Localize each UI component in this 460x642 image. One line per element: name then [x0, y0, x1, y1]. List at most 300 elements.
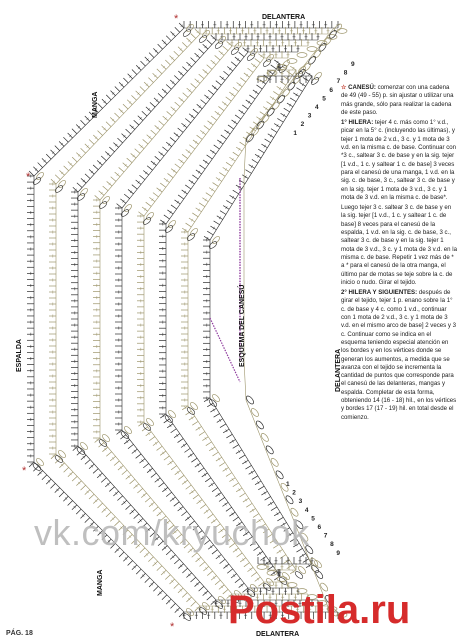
- stitch-mark: [155, 125, 160, 130]
- stitch-mark: [195, 53, 200, 58]
- stitch-mark: [171, 205, 177, 209]
- stitch-mark: [216, 493, 222, 497]
- instr-row1-cont: Luego tejer 3 c. saltear 3 c. de base y en la sig. tejer [1 v.d., 1 c. y saltear 1 c. de base] 8 veces para el canesú de la espalda, 1 v.d. en la sig. c. de base, 3 c., saltear 3 c. de base y en la sig. tejer 1 mota de 3 v.d., 3 c. y 1 mota de 3 v.d. en la misma c. de base. Repetir 1 vez más de * a * para el canesú de la otra manga, el último par de motas se teje sobre la c. de inicio o nudo. Girar el tejido.: [341, 204, 457, 286]
- stitch-mark: [287, 565, 293, 569]
- stitch-mark: [287, 71, 293, 75]
- stitch-mark: [233, 445, 239, 449]
- stitch-mark: [203, 160, 209, 164]
- stitch-mark: [217, 216, 223, 220]
- stitch-mark: [245, 465, 251, 469]
- stitch-mark: [186, 485, 192, 489]
- shell-mark: [297, 53, 307, 58]
- stitch-mark: [229, 157, 235, 161]
- stitch-mark: [109, 487, 114, 492]
- stitch-mark: [117, 204, 122, 208]
- stitch-mark: [124, 440, 129, 444]
- stitch-mark: [51, 150, 56, 155]
- stitch-mark: [274, 124, 280, 128]
- stitch-mark: [159, 152, 164, 156]
- stitch-mark: [138, 116, 143, 121]
- stitch-mark: [290, 66, 296, 70]
- stitch-mark: [196, 170, 202, 174]
- label-esquema: ESQUEMA DEL CANESÚ: [239, 284, 246, 367]
- stitch-mark: [171, 429, 177, 433]
- neck-shell: [270, 457, 280, 467]
- stitch-mark: [115, 172, 120, 177]
- stitch-mark: [186, 223, 192, 227]
- stitch-mark: [261, 491, 267, 495]
- stitch-mark: [55, 146, 60, 151]
- stitch-mark: [160, 220, 166, 224]
- stitch-mark: [243, 498, 249, 502]
- stitch-mark: [153, 48, 158, 53]
- cluster-mark: [35, 171, 45, 181]
- cluster-mark: [35, 457, 45, 467]
- stitch-mark: [68, 501, 73, 506]
- stitch-mark: [110, 117, 115, 122]
- stitch-mark: [232, 120, 238, 124]
- stitch-mark: [183, 93, 188, 98]
- stitch-mark: [209, 447, 215, 451]
- instructions-column: [341, 84, 457, 424]
- stitch-mark: [143, 139, 148, 144]
- stitch-mark: [186, 62, 191, 67]
- stitch-mark: [214, 221, 220, 225]
- cluster-mark: [281, 571, 291, 581]
- cluster-mark: [182, 28, 192, 37]
- stitch-mark: [178, 159, 184, 163]
- stitch-mark: [277, 86, 283, 90]
- stitch-mark: [164, 215, 170, 219]
- stitch-mark: [117, 138, 122, 143]
- stitch-mark: [216, 457, 222, 461]
- row-number-label: 4: [315, 104, 319, 111]
- stitch-mark: [223, 564, 228, 568]
- stitch-mark: [162, 487, 167, 491]
- cluster-mark: [142, 216, 152, 225]
- stitch-mark: [211, 35, 216, 40]
- stitch-mark: [119, 167, 124, 172]
- stitch-mark: [170, 137, 175, 141]
- stitch-mark: [178, 588, 183, 593]
- stitch-mark: [242, 175, 248, 179]
- stitch-mark: [171, 466, 177, 470]
- stitch-mark: [128, 444, 133, 448]
- stitch-mark: [280, 81, 286, 85]
- stitch-mark: [151, 161, 156, 165]
- stitch-mark: [223, 468, 229, 472]
- stitch-mark: [93, 165, 98, 170]
- stitch-mark: [240, 493, 246, 497]
- stitch-mark: [140, 573, 145, 578]
- stitch-mark: [265, 139, 271, 143]
- stitch-mark: [72, 476, 77, 481]
- cluster-mark: [54, 184, 64, 193]
- stitch-mark: [160, 451, 166, 455]
- stitch-mark: [271, 129, 277, 133]
- stitch-mark: [165, 575, 170, 580]
- stitch-mark: [158, 591, 163, 596]
- row-number-label: 2: [300, 121, 305, 129]
- stitch-mark: [203, 69, 208, 74]
- stitch-mark: [223, 46, 228, 51]
- stitch-mark: [260, 556, 266, 560]
- stitch-mark: [290, 98, 296, 102]
- stitch-mark: [236, 185, 242, 189]
- stitch-mark: [187, 88, 192, 93]
- stitch-mark: [201, 100, 206, 104]
- cluster-mark: [76, 192, 86, 201]
- stitch-mark: [207, 155, 213, 159]
- stitch-mark: [255, 59, 261, 63]
- stitch-mark: [130, 125, 135, 130]
- neck-shell: [302, 62, 312, 72]
- stitch-mark: [258, 54, 264, 58]
- stitch-mark: [85, 490, 90, 495]
- stitch-mark: [174, 76, 179, 81]
- stitch-mark: [255, 481, 261, 485]
- stitch-mark: [170, 56, 175, 61]
- stitch-mark: [55, 488, 60, 493]
- stitch-mark: [132, 70, 137, 75]
- stitch-mark: [136, 65, 141, 70]
- stitch-mark: [204, 95, 209, 99]
- stitch-mark: [175, 608, 180, 613]
- stitch-mark: [174, 133, 179, 137]
- stitch-mark: [181, 123, 186, 127]
- row-number-label: 7: [336, 78, 341, 86]
- stitch-mark: [188, 453, 194, 457]
- stitch-mark: [217, 419, 223, 423]
- stitch-mark: [186, 38, 191, 43]
- stitch-mark: [170, 80, 175, 85]
- stitch-mark: [122, 134, 127, 139]
- stitch-mark: [200, 504, 206, 508]
- stitch-mark: [267, 102, 273, 106]
- stitch-mark: [146, 432, 152, 436]
- page-number: PÁG. 18: [6, 630, 33, 637]
- stitch-mark: [81, 120, 86, 125]
- stitch-mark: [153, 561, 158, 566]
- stitch-mark: [216, 554, 221, 558]
- corner-asterisk: *: [170, 621, 175, 633]
- stitch-mark: [233, 483, 239, 487]
- stitch-mark: [157, 69, 162, 74]
- stitch-mark: [226, 434, 232, 438]
- stitch-mark: [223, 167, 229, 171]
- stitch-mark: [210, 226, 216, 230]
- stitch-mark: [139, 459, 144, 463]
- stitch-mark: [161, 64, 166, 69]
- stitch-mark: [166, 492, 171, 496]
- stitch-mark: [195, 79, 200, 84]
- stitch-mark: [175, 27, 180, 32]
- stitch-mark: [283, 76, 289, 80]
- neck-shell: [276, 94, 286, 104]
- stitch-mark: [136, 569, 141, 574]
- stitch-mark: [179, 23, 184, 28]
- stitch-mark: [217, 140, 223, 144]
- neck-shell: [318, 42, 328, 52]
- stitch-mark: [76, 125, 81, 130]
- stitch-mark: [136, 454, 141, 458]
- stitch-mark: [59, 141, 64, 146]
- stitch-mark: [73, 187, 78, 192]
- stitch-mark: [260, 80, 266, 84]
- stitch-mark: [209, 483, 215, 487]
- neck-shell: [255, 420, 265, 430]
- neck-shell: [307, 55, 317, 65]
- stitch-mark: [196, 557, 201, 562]
- stitch-mark: [223, 429, 229, 433]
- stitch-mark: [130, 479, 135, 484]
- corner-asterisk: *: [174, 13, 179, 25]
- neck-shell: [255, 120, 265, 130]
- stitch-mark: [106, 122, 111, 127]
- stitch-mark: [251, 572, 257, 576]
- stitch-mark: [145, 498, 150, 503]
- stitch-mark: [147, 135, 152, 140]
- stitch-mark: [174, 559, 179, 564]
- stitch-mark: [119, 82, 124, 87]
- stitch-mark: [220, 559, 225, 563]
- neck-shell: [265, 445, 275, 455]
- stitch-mark: [249, 95, 255, 99]
- stitch-mark: [192, 421, 198, 425]
- stitch-mark: [167, 424, 173, 428]
- stitch-mark: [102, 447, 107, 452]
- stitch-mark: [199, 203, 205, 207]
- stitch-mark: [144, 82, 149, 87]
- stitch-mark: [199, 49, 204, 54]
- cluster-mark: [57, 179, 67, 189]
- instr-row1-body: tejer 4 c. más como 1° v.d., picar en la 5° c. (incluyendo las últimas), y tejer 1 mota de 2 v.d., 3 c. y 1 mota de 3 v.d. en la misma c. de base. Continuar con *3 c., saltear 3 c. de base y en la sig. tejer [1 v.d., 1 c. y saltear 1 c. de base] 3 veces para el canesú de una manga, 1 v.d. en la sig. c. de base, 3 c., saltear 3 c. de base y en la sig. tejer 1 mota de 3 v.d., 3 c. y 1 mota de 3 v.d. en la misma c. de base*.: [341, 119, 457, 201]
- label-espalda: ESPALDA: [16, 339, 23, 372]
- stitch-mark: [167, 461, 173, 465]
- stitch-mark: [132, 449, 137, 453]
- stitch-mark: [171, 31, 176, 36]
- neck-shell: [245, 133, 255, 143]
- stitch-mark: [242, 105, 248, 109]
- stitch-mark: [182, 568, 187, 573]
- stitch-mark: [236, 147, 242, 151]
- stitch-mark: [230, 195, 236, 199]
- stitch-mark: [170, 497, 175, 501]
- stitch-mark: [239, 455, 245, 459]
- stitch-mark: [231, 574, 236, 578]
- stitch-mark: [101, 156, 106, 161]
- stitch-mark: [197, 104, 202, 108]
- instr-row2-body: después de girar el tejido, tejer 1 p. enano sobre la 1° c. de base y 4 c. como 1 v.d., continuar con 1 mota de 2 v.d., 3 c. y 1 mota de 3 v.d. en el mismo arco de base] 2 veces y 3 c. Continuar como se indica en el esquema teniendo especial atención en los bordes y en los vértices donde se generan los aumentos, a medida que se avanza con el tejido se incrementa la cantidad de puntos que corresponde para el canesú de las delanteras, mangas y espalda. Completar de esta forma, obteniendo 14 (16 - 18) hil., en los vértices y bordes 17 (17 - 19) hil. en total desde el comienzo.: [341, 289, 457, 421]
- stitch-mark: [33, 167, 38, 172]
- stitch-mark: [293, 93, 299, 97]
- stitch-mark: [63, 137, 68, 142]
- stitch-mark: [216, 177, 222, 181]
- stitch-mark: [258, 149, 264, 153]
- stitch-mark: [233, 190, 239, 194]
- stitch-mark: [219, 462, 225, 466]
- neck-shell: [312, 49, 322, 59]
- stitch-mark: [184, 448, 190, 452]
- stitch-mark: [160, 183, 166, 187]
- stitch-mark: [210, 408, 216, 412]
- stitch-mark: [196, 208, 202, 212]
- stitch-mark: [38, 471, 43, 476]
- stitch-mark: [255, 577, 261, 581]
- cluster-mark: [79, 187, 89, 197]
- stitch-mark: [51, 179, 56, 184]
- stitch-mark: [165, 60, 170, 65]
- stitch-mark: [216, 81, 221, 85]
- stitch-mark: [118, 466, 123, 471]
- stitch-mark: [106, 95, 111, 100]
- stitch-mark: [202, 437, 208, 441]
- neck-shell: [275, 470, 285, 480]
- stitch-mark: [166, 36, 171, 41]
- stitch-mark: [114, 461, 119, 466]
- stitch-mark: [195, 29, 200, 34]
- stitch-mark: [233, 87, 239, 91]
- stitch-mark: [203, 566, 208, 571]
- stitch-mark: [168, 173, 174, 177]
- stitch-mark: [182, 42, 187, 47]
- stitch-mark: [93, 499, 98, 504]
- stitch-mark: [300, 83, 306, 87]
- stitch-mark: [162, 147, 167, 151]
- stitch-mark: [103, 186, 108, 191]
- corner-asterisk: *: [26, 171, 31, 183]
- stitch-mark: [191, 58, 196, 63]
- stitch-mark: [246, 100, 252, 104]
- cluster-mark: [262, 58, 272, 67]
- stitch-mark: [220, 424, 226, 428]
- cluster-mark: [164, 224, 174, 233]
- cluster-mark: [198, 34, 208, 43]
- stitch-mark: [105, 482, 110, 487]
- stitch-mark: [207, 65, 212, 70]
- cluster-mark: [297, 565, 307, 575]
- stitch-mark: [243, 48, 248, 52]
- stitch-mark: [123, 78, 128, 83]
- stitch-mark: [236, 450, 242, 454]
- stitch-mark: [261, 144, 267, 148]
- stitch-mark: [85, 174, 90, 179]
- stitch-mark: [153, 586, 158, 591]
- stitch-mark: [159, 121, 164, 126]
- stitch-mark: [192, 175, 198, 179]
- stitch-mark: [206, 442, 212, 446]
- stitch-mark: [226, 162, 232, 166]
- stitch-mark: [145, 57, 150, 62]
- row-number-label: 5: [322, 95, 326, 103]
- stitch-mark: [252, 159, 258, 163]
- neck-shell: [266, 107, 276, 117]
- stitch-mark: [59, 492, 64, 497]
- stitch-mark: [149, 197, 155, 201]
- stitch-mark: [115, 86, 120, 91]
- stitch-mark: [132, 185, 137, 189]
- shell-mark: [287, 59, 297, 64]
- stitch-mark: [123, 556, 128, 561]
- cluster-mark: [98, 200, 108, 209]
- stitch-mark: [81, 178, 86, 183]
- stitch-mark: [124, 194, 129, 198]
- stitch-mark: [157, 188, 163, 192]
- row-outline: [144, 58, 288, 582]
- stitch-mark: [223, 206, 229, 210]
- stitch-mark: [175, 200, 181, 204]
- stitch-mark: [211, 60, 216, 65]
- stitch-mark: [139, 175, 144, 179]
- stitch-mark: [221, 135, 227, 139]
- stitch-mark: [191, 602, 196, 607]
- stitch-mark: [227, 67, 232, 71]
- foundation-chain: [210, 318, 240, 382]
- stitch-mark: [147, 166, 152, 170]
- stitch-mark: [64, 467, 69, 472]
- stitch-mark: [109, 147, 114, 152]
- stitch-mark: [155, 478, 160, 482]
- stitch-mark: [153, 507, 158, 512]
- stitch-mark: [283, 560, 289, 564]
- stitch-mark: [128, 561, 133, 566]
- stitch-mark: [151, 130, 156, 135]
- neck-shell: [260, 432, 270, 442]
- star-icon: ☆: [341, 84, 349, 91]
- cluster-mark: [214, 40, 224, 49]
- stitch-mark: [226, 507, 232, 511]
- stitch-mark: [151, 473, 156, 477]
- stitch-mark: [158, 44, 163, 49]
- stitch-mark: [175, 164, 181, 168]
- stitch-mark: [211, 576, 216, 581]
- stitch-mark: [170, 555, 175, 560]
- stitch-mark: [178, 195, 184, 199]
- stitch-mark: [219, 51, 224, 56]
- stitch-mark: [181, 443, 187, 447]
- stitch-mark: [167, 210, 173, 214]
- stitch-mark: [277, 118, 283, 122]
- stitch-mark: [215, 55, 220, 60]
- row-number-label: 1: [293, 129, 298, 137]
- stitch-mark: [126, 505, 131, 510]
- stitch-mark: [237, 82, 243, 86]
- stitch-mark: [142, 111, 147, 116]
- stitch-mark: [179, 97, 184, 102]
- stitch-mark: [202, 198, 208, 202]
- stitch-mark: [148, 78, 153, 83]
- stitch-mark: [195, 463, 201, 467]
- stitch-mark: [140, 87, 145, 92]
- label-delantera-right: DELANTERA: [335, 348, 342, 392]
- stitch-mark: [89, 464, 94, 469]
- stitch-mark: [270, 96, 276, 100]
- stitch-mark: [77, 183, 82, 188]
- instr-canesu-title: CANESÚ:: [348, 84, 376, 91]
- stitch-mark: [68, 162, 73, 167]
- stitch-mark: [146, 107, 151, 112]
- neck-shell: [314, 569, 324, 579]
- stitch-mark: [239, 52, 244, 56]
- stitch-mark: [240, 142, 246, 146]
- stitch-mark: [174, 584, 179, 589]
- stitch-mark: [162, 595, 167, 600]
- stitch-mark: [192, 213, 198, 217]
- stitch-mark: [146, 202, 152, 206]
- stitch-mark: [64, 166, 69, 171]
- corner-asterisk: *: [22, 465, 27, 477]
- stitch-mark: [113, 491, 118, 496]
